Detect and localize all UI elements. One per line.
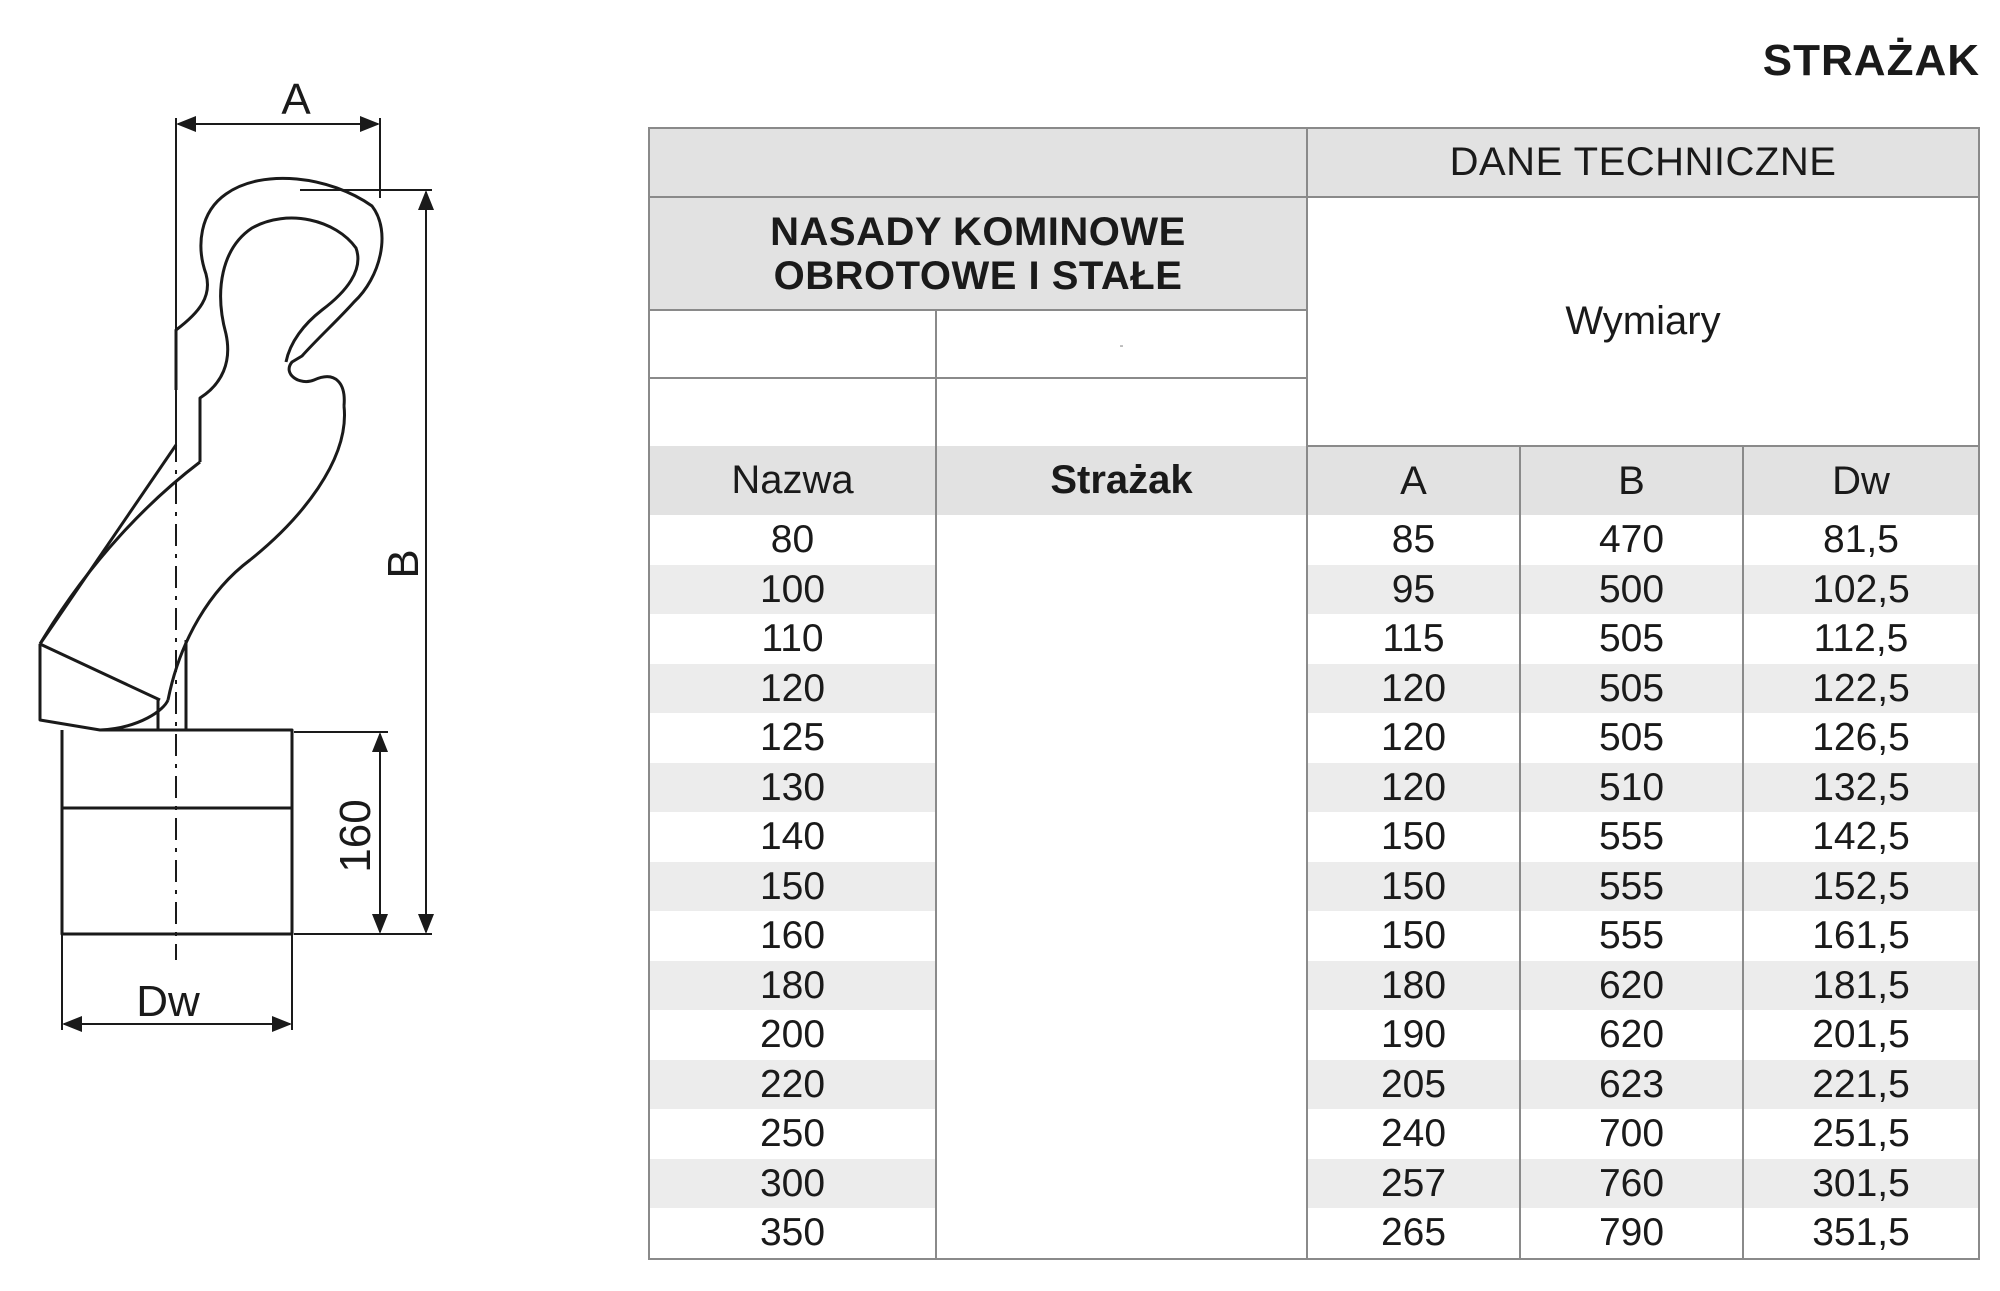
cell-a: 205 <box>1307 1060 1520 1110</box>
cell-name: 220 <box>649 1060 936 1110</box>
cell-a: 180 <box>1307 961 1520 1011</box>
cell-name: 140 <box>649 812 936 862</box>
table-row <box>649 664 1979 714</box>
cell-b: 620 <box>1520 961 1743 1011</box>
table-row <box>649 1010 1979 1060</box>
empty-header-cell <box>649 128 1307 197</box>
cell-a: 120 <box>1307 713 1520 763</box>
cell-dw: 102,5 <box>1743 565 1979 615</box>
table-row <box>649 565 1979 615</box>
cell-b: 555 <box>1520 812 1743 862</box>
table-row <box>649 614 1979 664</box>
product-group-line-2: OBROTOWE I STAŁE <box>773 253 1183 298</box>
column-header-dw: Dw <box>1743 446 1979 515</box>
cell-a: 265 <box>1307 1208 1520 1259</box>
table-row <box>649 713 1979 763</box>
cell-b: 620 <box>1520 1010 1743 1060</box>
cell-b: 505 <box>1520 614 1743 664</box>
cell-b: 790 <box>1520 1208 1743 1259</box>
table-row <box>649 1208 1979 1259</box>
technical-data-table <box>648 127 1978 1260</box>
table-row <box>649 763 1979 813</box>
cell-dw: 142,5 <box>1812 815 1910 858</box>
table-row <box>649 812 1979 862</box>
cell-a: 85 <box>1307 515 1520 565</box>
dimension-a <box>176 75 380 445</box>
cell-name: 120 <box>649 664 936 714</box>
table-body <box>649 515 1979 1259</box>
table-row <box>649 911 1979 961</box>
dimension-160-label: 160 <box>331 799 380 873</box>
cell-dw: 221,5 <box>1743 1060 1979 1110</box>
cell-b: 760 <box>1520 1159 1743 1209</box>
cell-name: 200 <box>649 1010 936 1060</box>
empty-cell <box>936 378 1307 446</box>
cell-b: 510 <box>1520 763 1743 813</box>
section-header: DANE TECHNICZNE <box>1307 128 1979 197</box>
empty-cell <box>649 310 936 378</box>
cell-dw: 351,5 <box>1812 1211 1910 1254</box>
cell-name: 160 <box>649 911 936 961</box>
cell-a: 150 <box>1307 812 1520 862</box>
column-header-a: A <box>1307 446 1520 515</box>
cell-a: 115 <box>1307 614 1520 664</box>
dimension-a-label: A <box>281 75 311 124</box>
cell-name: 80 <box>649 515 936 565</box>
cell-a: 257 <box>1307 1159 1520 1209</box>
cell-name: 110 <box>649 614 936 664</box>
product-group-line-1: NASADY KOMINOWE <box>770 209 1186 254</box>
cell-a: 150 <box>1307 911 1520 961</box>
product-column-cell <box>936 515 1307 1259</box>
cell-b: 555 <box>1520 862 1743 912</box>
cell-name: 150 <box>649 862 936 912</box>
cell-b: 500 <box>1520 565 1743 615</box>
cell-dw: 301,5 <box>1743 1159 1979 1209</box>
cell-b: 505 <box>1520 713 1743 763</box>
table-row <box>649 1159 1979 1209</box>
cell-a: 190 <box>1307 1010 1520 1060</box>
cell-dw: 122,5 <box>1743 664 1979 714</box>
table-row <box>649 862 1979 912</box>
cell-b: 470 <box>1520 515 1743 565</box>
column-header-b: B <box>1520 446 1743 515</box>
cell-dw: 181,5 <box>1743 961 1979 1011</box>
cell-name: 350 <box>649 1208 936 1259</box>
cell-name: 250 <box>649 1109 936 1159</box>
cell-a: 150 <box>1307 862 1520 912</box>
blank-mark-cell <box>936 310 1307 378</box>
dimension-b-label: B <box>379 549 428 579</box>
table-row <box>649 515 1979 565</box>
cell-name: 100 <box>649 565 936 615</box>
product-group-title <box>649 197 1307 310</box>
cell-a: 95 <box>1307 565 1520 615</box>
dimensions-label: Wymiary <box>1307 197 1979 446</box>
column-header-name: Nazwa <box>649 446 936 515</box>
empty-cell <box>649 378 936 446</box>
cell-b: 700 <box>1520 1109 1743 1159</box>
cell-name: 180 <box>649 961 936 1011</box>
cell-dw: 161,5 <box>1812 914 1910 957</box>
table-row <box>649 1109 1979 1159</box>
cell-b: 505 <box>1520 664 1743 714</box>
cell-name: 130 <box>649 763 936 813</box>
cell-dw: 152,5 <box>1743 862 1979 912</box>
cell-a: 240 <box>1307 1109 1520 1159</box>
cell-b: 555 <box>1520 911 1743 961</box>
cell-a: 120 <box>1307 664 1520 714</box>
table-row <box>649 961 1979 1011</box>
cell-dw: 126,5 <box>1812 716 1910 759</box>
technical-drawing <box>0 0 640 1060</box>
dimension-160 <box>294 732 388 934</box>
cell-dw: 132,5 <box>1743 763 1979 813</box>
cell-dw: 112,5 <box>1813 617 1909 660</box>
cell-dw: 81,5 <box>1823 518 1899 561</box>
blank-mark: - <box>1119 337 1124 352</box>
cell-a: 120 <box>1307 763 1520 813</box>
column-header-product: Strażak <box>936 446 1307 515</box>
cell-dw: 251,5 <box>1812 1112 1910 1155</box>
cell-dw: 201,5 <box>1812 1013 1910 1056</box>
cell-name: 300 <box>649 1159 936 1209</box>
cell-b: 623 <box>1520 1060 1743 1110</box>
table-row <box>649 1060 1979 1110</box>
dimension-dw-label: Dw <box>136 977 200 1026</box>
cell-name: 125 <box>649 713 936 763</box>
page-title: STRAŻAK <box>1762 36 1980 85</box>
